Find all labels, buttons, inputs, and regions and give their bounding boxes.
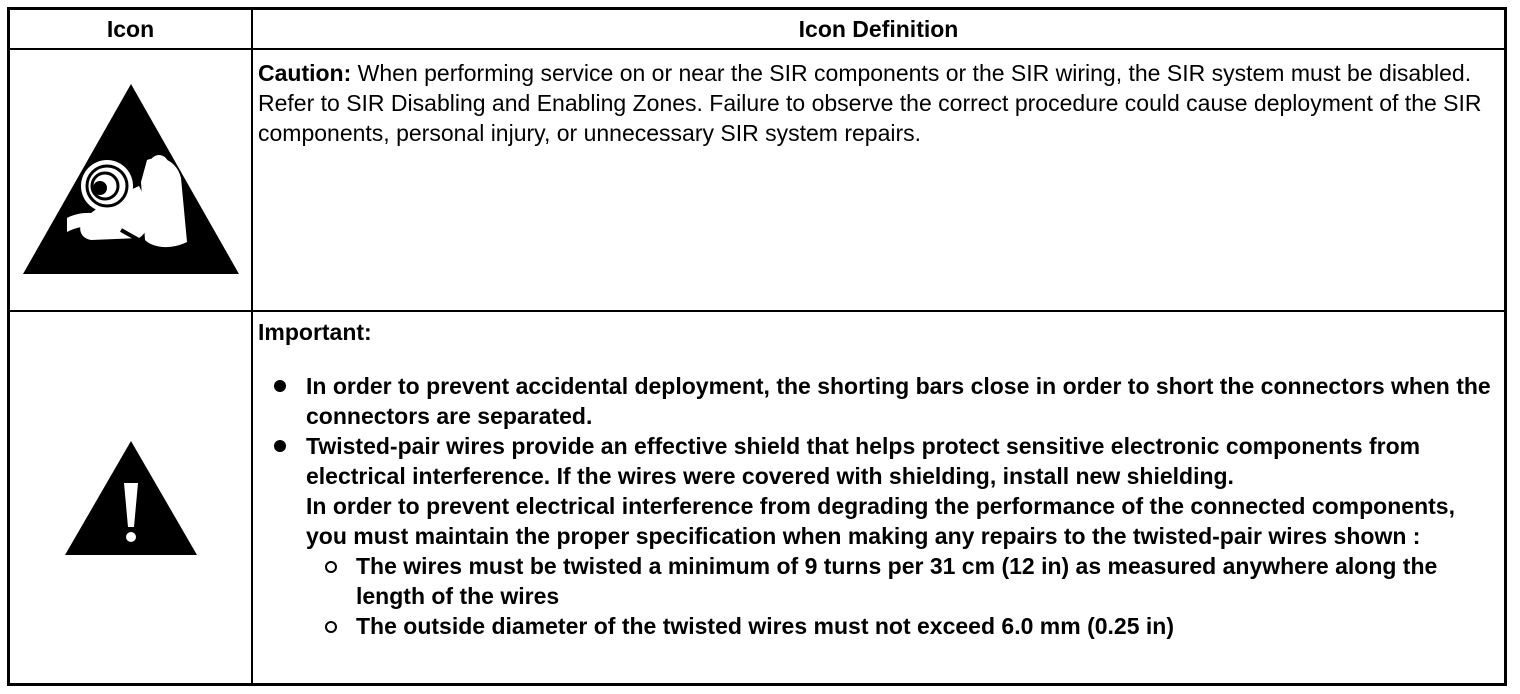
column-divider: [251, 10, 253, 683]
bullet-circle-icon: [325, 561, 337, 573]
bullet-text: Twisted-pair wires provide an effective shield that helps protect sensitive electronic components from electrical interference. If the wires were covered with shielding, install new shielding.: [306, 433, 1421, 489]
important-bullet-list: [258, 371, 1498, 641]
list-item: [306, 611, 1498, 641]
twisted-pair-paragraph: In order to prevent electrical interference from degrading the performance of the connected components, you must maintain the proper specification when making any repairs to the twisted-pair wires shown :: [306, 493, 1455, 549]
icon-definition-table: [7, 7, 1507, 686]
bullet-text: In order to prevent accidental deployment, the shorting bars close in order to short the connectors when the connectors are separated.: [306, 373, 1491, 429]
list-item: [258, 431, 1498, 641]
bullet-dot-icon: [274, 380, 286, 392]
list-item: [306, 551, 1498, 611]
icon-cell: [10, 312, 251, 683]
important-label: Important:: [258, 319, 372, 345]
sub-bullet-list: [306, 551, 1498, 641]
important-definition: [258, 317, 1498, 641]
airbag-warning-icon: [21, 82, 241, 278]
bullet-dot-icon: [274, 440, 286, 452]
caution-label: Caution:: [258, 60, 352, 86]
caution-definition: [258, 58, 1498, 148]
bullet-circle-icon: [325, 621, 337, 633]
sub-bullet-text: The outside diameter of the twisted wires must not exceed 6.0 mm (0.25 in): [356, 613, 1174, 639]
caution-text: When performing service on or near the SIR components or the SIR wiring, the SIR system must be disabled. Refer to SIR Disabling and Enabling Zones. Failure to observe the correct procedure could cause deployment of the SIR components, personal injury, or unnecessary SIR system repairs.: [258, 60, 1482, 146]
header-icon-definition: Icon Definition: [798, 15, 959, 42]
exclamation-warning-icon: [63, 439, 199, 557]
sub-bullet-text: The wires must be twisted a minimum of 9 turns per 31 cm (12 in) as measured anywhere along the length of the wires: [356, 553, 1438, 609]
list-item: [258, 371, 1498, 431]
icon-cell: [10, 50, 251, 310]
header-icon: Icon: [106, 15, 155, 42]
